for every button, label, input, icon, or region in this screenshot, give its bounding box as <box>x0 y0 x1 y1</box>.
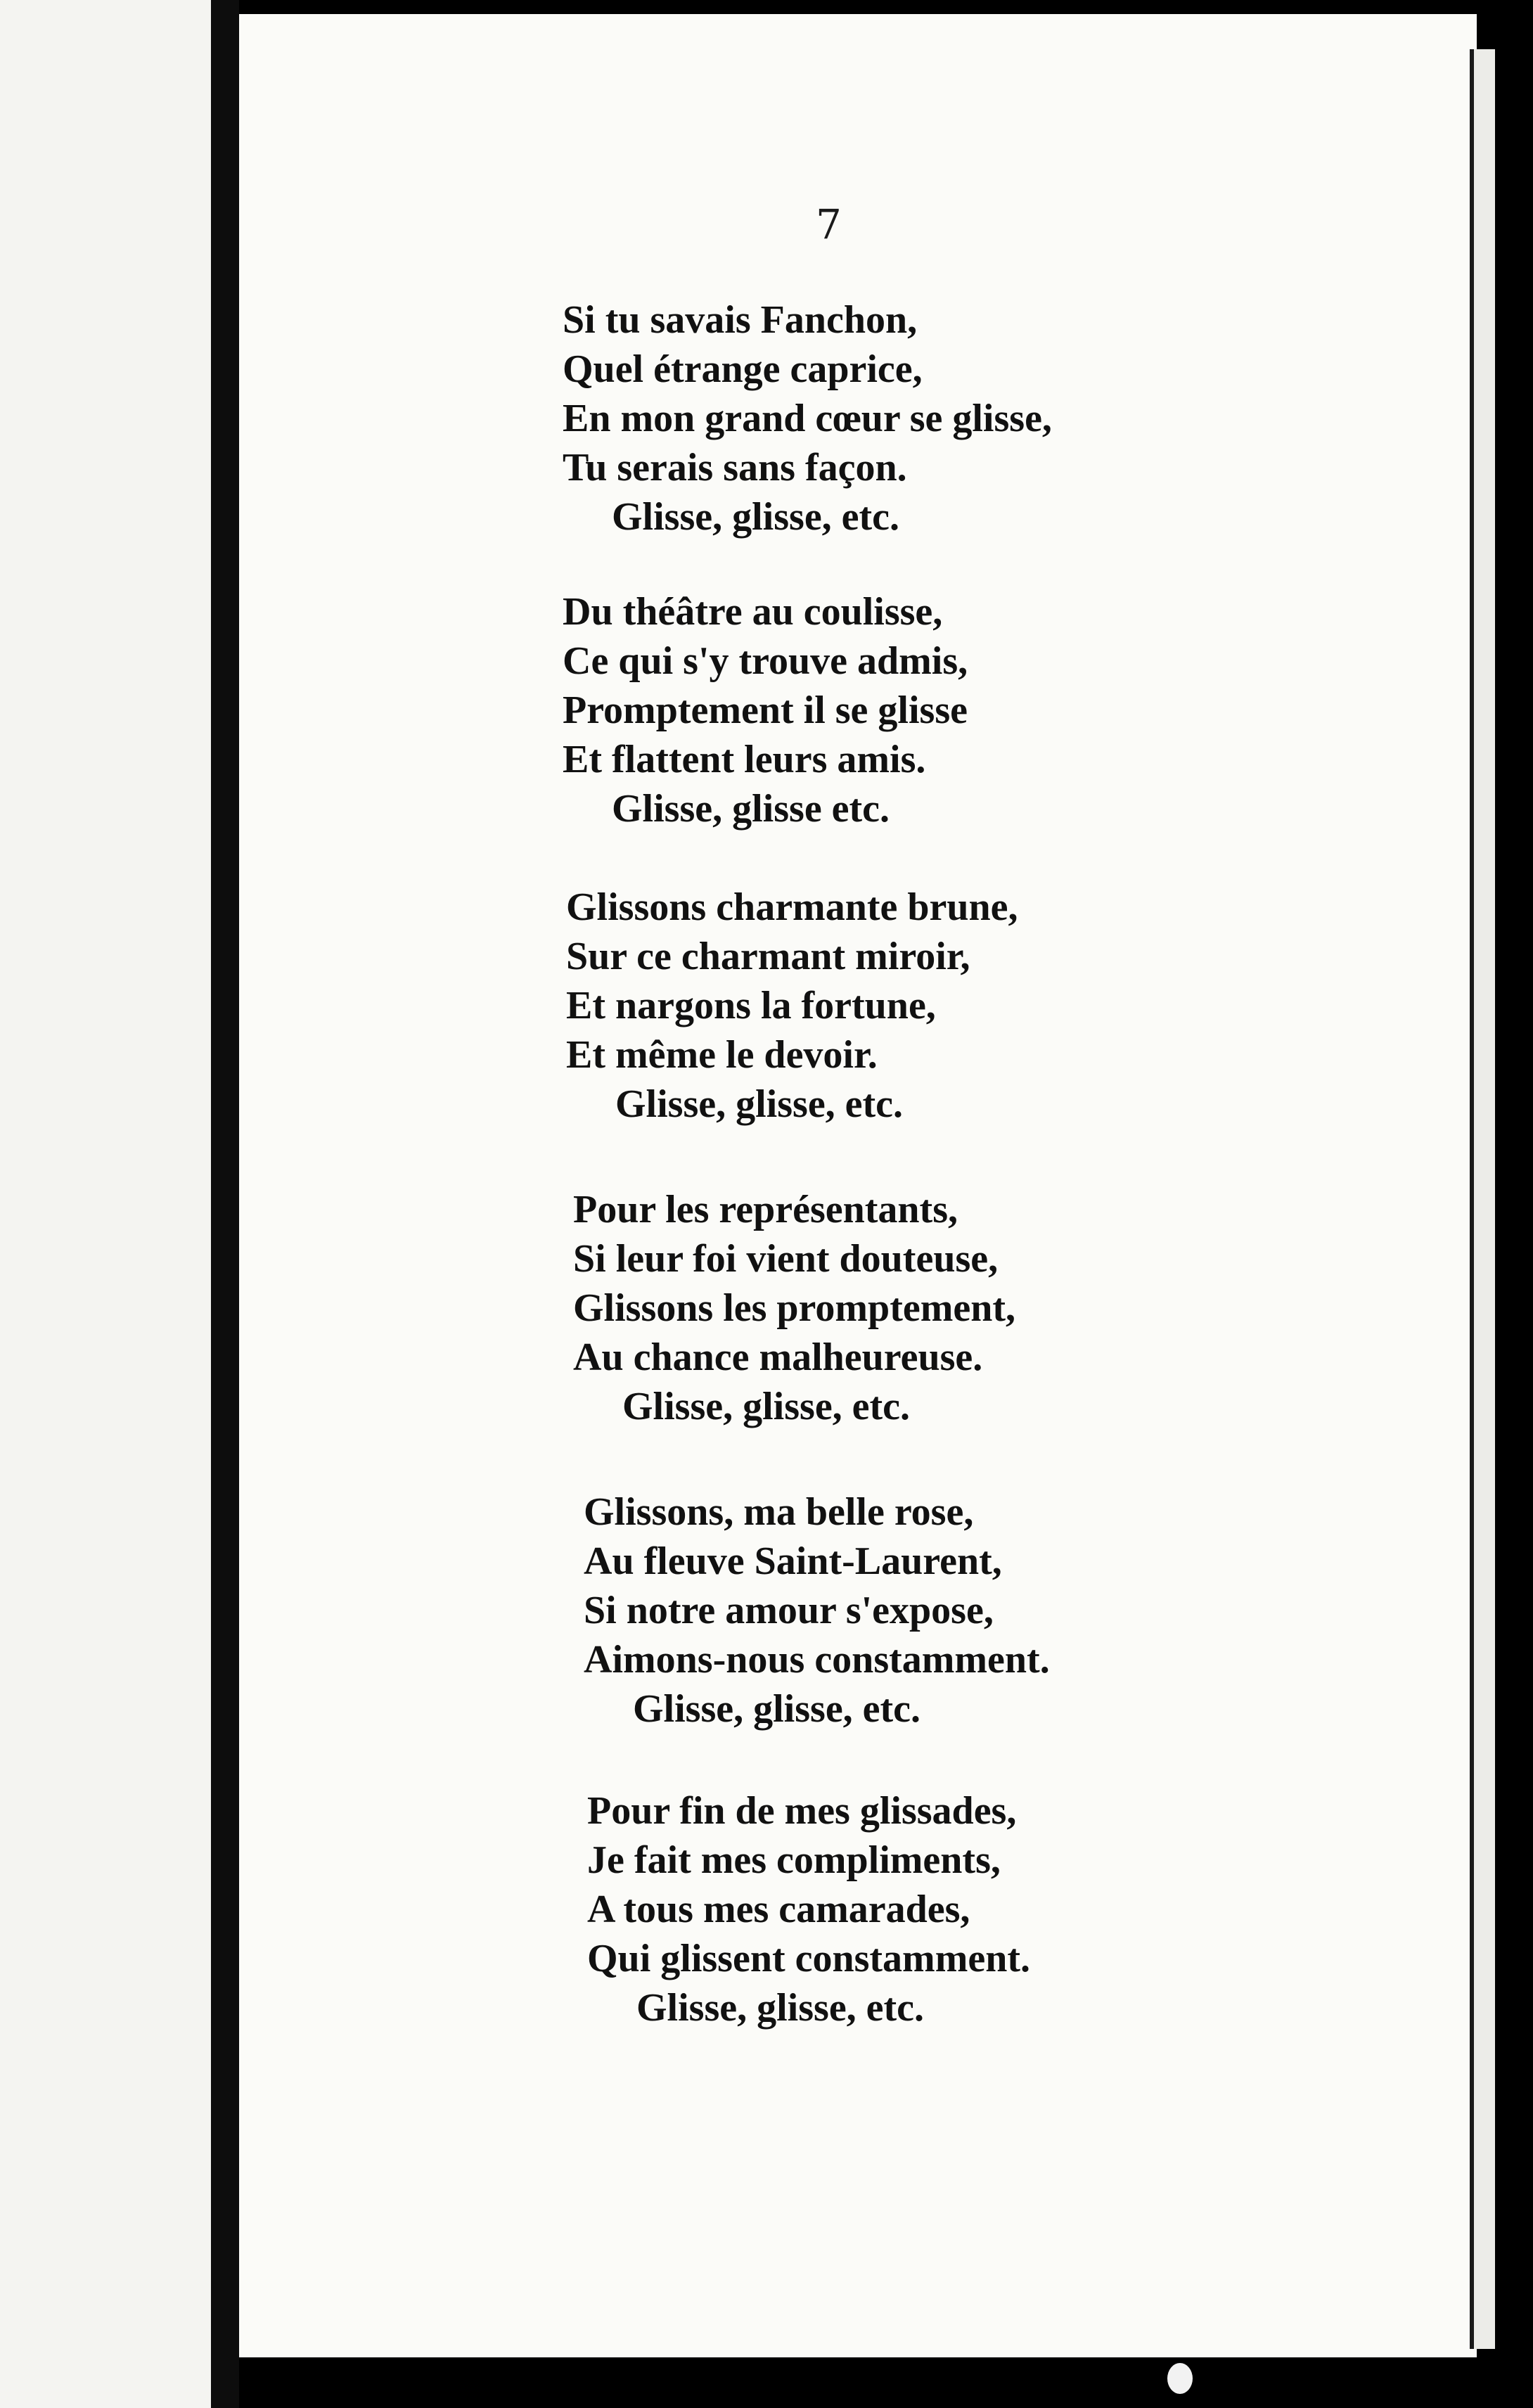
stanza-3 <box>566 883 1018 1129</box>
stanza-1 <box>563 295 1052 542</box>
stanza-2 <box>563 587 968 833</box>
verse-line: Glissons charmante brune, <box>566 885 1018 929</box>
verse-line: A tous mes camarades, <box>587 1888 970 1931</box>
refrain-line: Glisse, glisse, etc. <box>636 1986 925 2030</box>
verse-line: Aimons-nous constamment. <box>584 1638 1050 1682</box>
scan-artifact <box>1167 2363 1193 2394</box>
refrain-line: Glisse, glisse, etc. <box>612 495 900 539</box>
stanza-5 <box>584 1487 1050 1734</box>
verse-line: Et flattent leurs amis. <box>563 738 926 781</box>
verse-line: Qui glissent constamment. <box>587 1937 1030 1980</box>
verse-line: Promptement il se glisse <box>563 689 968 732</box>
verse-line: Si leur foi vient douteuse, <box>573 1237 999 1281</box>
stanza-4 <box>573 1185 1015 1431</box>
refrain-line: Glisse, glisse, etc. <box>622 1385 911 1428</box>
verse-line: Ce qui s'y trouve admis, <box>563 639 968 683</box>
verse-line: Et même le devoir. <box>566 1033 878 1077</box>
verse-line: Au fleuve Saint-Laurent, <box>584 1539 1002 1583</box>
facing-page-edge <box>0 0 232 2408</box>
stanza-6 <box>587 1786 1030 2032</box>
verse-line: Tu serais sans façon. <box>563 446 907 489</box>
verse-line: Au chance malheureuse. <box>573 1336 983 1379</box>
verse-line: Si notre amour s'expose, <box>584 1589 994 1632</box>
verse-line: Si tu savais Fanchon, <box>563 298 918 342</box>
page-right-edge <box>1470 49 1495 2349</box>
verse-line: Sur ce charmant miroir, <box>566 935 970 978</box>
refrain-line: Glisse, glisse, etc. <box>633 1687 921 1731</box>
refrain-line: Glisse, glisse etc. <box>612 787 890 831</box>
verse-line: Quel étrange caprice, <box>563 347 923 391</box>
verse-line: Glissons les promptement, <box>573 1286 1015 1330</box>
verse-line: Pour fin de mes glissades, <box>587 1789 1017 1833</box>
page-number: 7 <box>816 200 842 248</box>
verse-line: Pour les représentants, <box>573 1188 958 1231</box>
verse-line: Je fait mes compliments, <box>587 1838 1001 1882</box>
verse-line: Du théâtre au coulisse, <box>563 590 943 634</box>
verse-line: En mon grand cœur se glisse, <box>563 397 1052 440</box>
verse-line: Et nargons la fortune, <box>566 984 936 1027</box>
refrain-line: Glisse, glisse, etc. <box>615 1082 904 1126</box>
page-gutter <box>211 0 239 2408</box>
verse-line: Glissons, ma belle rose, <box>584 1490 974 1534</box>
